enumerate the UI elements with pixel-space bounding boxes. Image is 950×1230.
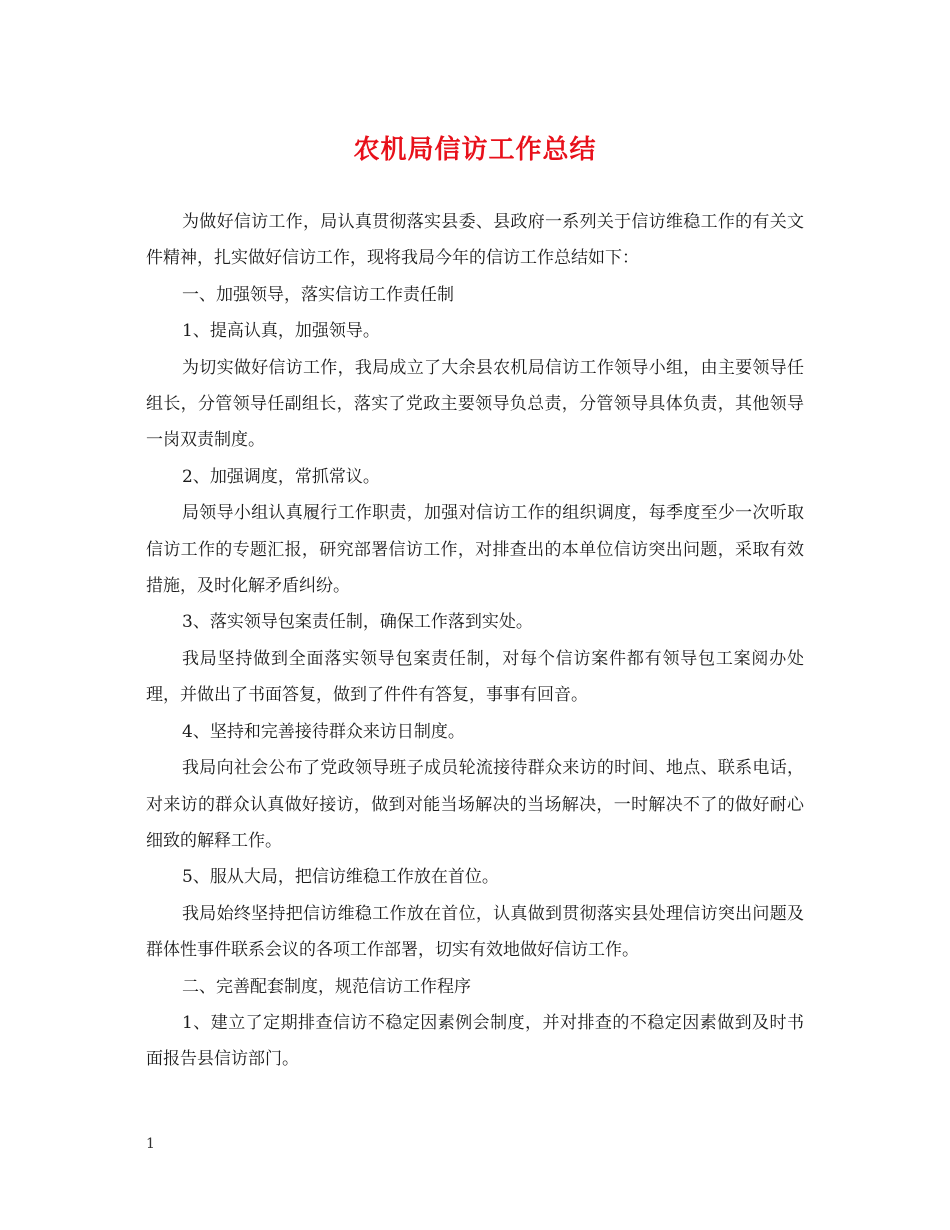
section-heading-1: 一、加强领导，落实信访工作责任制: [182, 284, 454, 305]
document-body: [146, 204, 804, 1078]
paragraph-1-1: 为切实做好信访工作，我局成立了大余县农机局信访工作领导小组，由主要领导任组长，分管领导任副组长，落实了党政主要领导负总责，分管领导具体负责，其他领导一岗双责制度。: [146, 357, 804, 451]
subheading-1-3: 3、落实领导包案责任制，确保工作落到实处。: [182, 612, 533, 633]
subheading-1-5: 5、服从大局，把信访维稳工作放在首位。: [182, 867, 499, 888]
page-number: 1: [146, 1136, 155, 1152]
paragraph-1-5: 我局始终坚持把信访维稳工作放在首位，认真做到贯彻落实县处理信访突出问题及群体性事件联系会议的各项工作部署，切实有效地做好信访工作。: [146, 903, 804, 961]
paragraph-2-1: 1、建立了定期排查信访不稳定因素例会制度，并对排查的不稳定因素做到及时书面报告县信访部门。: [146, 1012, 804, 1070]
subheading-1-4: 4、坚持和完善接待群众来访日制度。: [182, 721, 465, 742]
paragraph-1-4: 我局向社会公布了党政领导班子成员轮流接待群众来访的时间、地点、联系电话，对来访的群众认真做好接访，做到对能当场解决的当场解决，一时解决不了的做好耐心细致的解释工作。: [146, 758, 804, 851]
subheading-1-1: 1、提高认真，加强领导。: [182, 321, 380, 342]
section-heading-2: 二、完善配套制度，规范信访工作程序: [182, 976, 471, 997]
page-title: 农机局信访工作总结: [353, 135, 597, 165]
paragraph-intro: 为做好信访工作，局认真贯彻落实县委、县政府一系列关于信访维稳工作的有关文件精神，扎实做好信访工作，现将我局今年的信访工作总结如下：: [146, 212, 804, 269]
paragraph-1-2: 局领导小组认真履行工作职责，加强对信访工作的组织调度，每季度至少一次听取信访工作的专题汇报，研究部署信访工作，对排查出的本单位信访突出问题，采取有效措施，及时化解矛盾纠纷。: [146, 503, 804, 597]
paragraph-1-3: 我局坚持做到全面落实领导包案责任制，对每个信访案件都有领导包工案阅办处理，并做出了书面答复，做到了件件有答复，事事有回音。: [146, 648, 804, 706]
subheading-1-2: 2、加强调度，常抓常议。: [182, 466, 380, 487]
